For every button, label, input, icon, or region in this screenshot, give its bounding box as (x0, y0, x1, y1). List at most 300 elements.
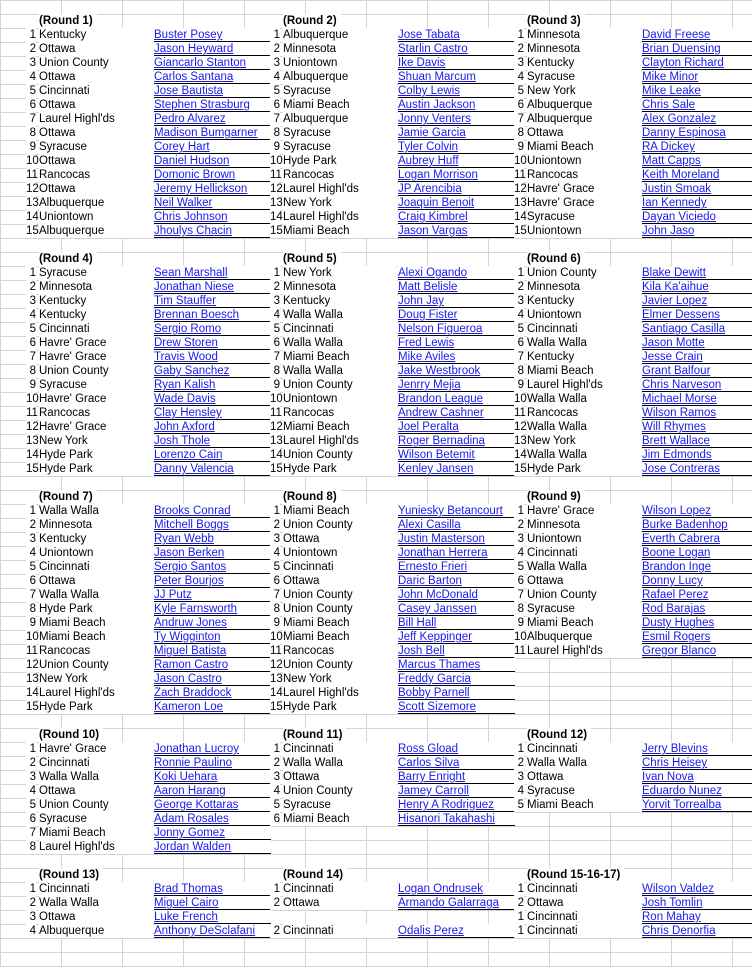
team-name: Walla Walla (39, 588, 153, 602)
team-name: Havre' Grace (527, 196, 641, 210)
player-link[interactable]: Ron Mahay (642, 910, 752, 924)
player-link[interactable]: John McDonald (398, 588, 515, 602)
pick-number: 10 (270, 155, 283, 167)
player-link[interactable]: Wade Davis (154, 392, 271, 406)
team-name: Albuquerque (283, 112, 397, 126)
pick-number: 5 (270, 84, 280, 98)
player-link[interactable]: Donny Lucy (642, 574, 752, 588)
team-name: Ottawa (39, 154, 153, 168)
team-name: Walla Walla (527, 756, 641, 770)
pick-row (270, 322, 510, 336)
player-link[interactable]: Jason Heyward (154, 42, 271, 56)
pick-number: 14 (26, 687, 39, 699)
player-link[interactable]: Ramon Castro (154, 658, 271, 672)
player-link[interactable]: Boone Logan (642, 546, 752, 560)
team-name: Minnesota (527, 28, 641, 42)
player-link[interactable]: Casey Janssen (398, 602, 515, 616)
pick-row (26, 602, 266, 616)
pick-row (270, 84, 510, 98)
player-link[interactable]: Dayan Viciedo (642, 210, 752, 224)
player-link[interactable]: Josh Thole (154, 434, 271, 448)
pick-number: 13 (26, 673, 39, 685)
team-name: Kentucky (283, 294, 397, 308)
pick-number: 2 (26, 518, 36, 532)
player-link[interactable]: Will Rhymes (642, 420, 752, 434)
pick-row (514, 560, 752, 574)
pick-number: 4 (514, 784, 524, 798)
pick-number: 4 (26, 546, 36, 560)
pick-number: 11 (26, 645, 38, 657)
pick-number: 13 (26, 197, 39, 209)
team-name: Hyde Park (39, 462, 153, 476)
pick-row (514, 742, 752, 756)
player-link[interactable]: Jonathan Lucroy (154, 742, 271, 756)
pick-number: 15 (26, 225, 39, 237)
pick-row (270, 350, 510, 364)
player-link[interactable]: Tim Stauffer (154, 294, 271, 308)
team-name: Ottawa (527, 126, 641, 140)
player-link[interactable]: Koki Uehara (154, 770, 271, 784)
player-link[interactable]: Roger Bernadina (398, 434, 515, 448)
team-name: Uniontown (283, 392, 397, 406)
player-link[interactable]: Chris Johnson (154, 210, 271, 224)
player-link[interactable]: Sean Marshall (154, 266, 271, 280)
player-link[interactable]: Brian Duensing (642, 42, 752, 56)
pick-number: 9 (514, 616, 524, 630)
round-title: (Round 8) (283, 490, 341, 504)
player-link[interactable]: Shuan Marcum (398, 70, 515, 84)
pick-row (26, 462, 266, 476)
pick-number: 13 (514, 435, 527, 447)
team-name: Hyde Park (39, 602, 153, 616)
player-link[interactable]: Andruw Jones (154, 616, 271, 630)
pick-number: 10 (26, 155, 39, 167)
player-link[interactable]: Travis Wood (154, 350, 271, 364)
team-name: Ottawa (283, 574, 397, 588)
player-link[interactable]: Ian Kennedy (642, 196, 752, 210)
player-link[interactable]: Clayton Richard (642, 56, 752, 70)
player-link[interactable]: Brett Wallace (642, 434, 752, 448)
player-link[interactable]: Daric Barton (398, 574, 515, 588)
player-link[interactable]: Chris Narveson (642, 378, 752, 392)
player-link[interactable]: Jonny Venters (398, 112, 515, 126)
player-link[interactable]: Blake Dewitt (642, 266, 752, 280)
player-link[interactable]: Chris Heisey (642, 756, 752, 770)
player-link[interactable]: Sergio Romo (154, 322, 271, 336)
pick-row (270, 56, 510, 70)
player-link[interactable]: Craig Kimbrel (398, 210, 515, 224)
player-link[interactable]: Marcus Thames (398, 658, 515, 672)
player-link[interactable]: Zach Braddock (154, 686, 271, 700)
player-link[interactable]: John Jaso (642, 224, 752, 238)
player-link[interactable]: Ernesto Frieri (398, 560, 515, 574)
player-link[interactable]: Jonathan Niese (154, 280, 271, 294)
pick-number: 10 (514, 155, 527, 167)
player-link[interactable]: Jim Edmonds (642, 448, 752, 462)
pick-number: 6 (270, 812, 280, 826)
pick-row (514, 616, 752, 630)
player-link[interactable]: Daniel Hudson (154, 154, 271, 168)
player-link[interactable]: Brennan Boesch (154, 308, 271, 322)
pick-row (270, 196, 510, 210)
player-link[interactable]: Clay Hensley (154, 406, 271, 420)
team-name: Kentucky (39, 532, 153, 546)
team-name: Rancocas (527, 406, 641, 420)
team-name: Cincinnati (39, 560, 153, 574)
player-link[interactable]: Josh Bell (398, 644, 515, 658)
player-link[interactable]: JJ Putz (154, 588, 271, 602)
team-name: Union County (283, 602, 397, 616)
player-link[interactable]: Freddy Garcia (398, 672, 515, 686)
player-link[interactable]: Wilson Betemit (398, 448, 515, 462)
player-link[interactable]: Jose Contreras (642, 462, 752, 476)
player-link[interactable]: Jason Vargas (398, 224, 515, 238)
pick-number: 13 (270, 673, 283, 685)
pick-row (26, 504, 266, 518)
player-link[interactable]: Neil Walker (154, 196, 271, 210)
team-name: Syracuse (527, 70, 641, 84)
pick-row (270, 560, 510, 574)
player-link[interactable]: Ryan Kalish (154, 378, 271, 392)
pick-number: 6 (514, 336, 524, 350)
player-link[interactable]: Ryan Webb (154, 532, 271, 546)
pick-row (26, 518, 266, 532)
player-link[interactable]: Nelson Figueroa (398, 322, 515, 336)
team-name: Havre' Grace (527, 182, 641, 196)
team-name: Syracuse (283, 798, 397, 812)
team-name: Miami Beach (283, 98, 397, 112)
team-name: Albuquerque (39, 224, 153, 238)
team-name: Walla Walla (39, 896, 153, 910)
pick-number: 3 (270, 56, 280, 70)
player-link[interactable]: Burke Badenhop (642, 518, 752, 532)
player-link[interactable]: John Axford (154, 420, 271, 434)
player-link[interactable]: Alex Gonzalez (642, 112, 752, 126)
player-link[interactable]: Miguel Cairo (154, 896, 271, 910)
player-link[interactable]: Hisanori Takahashi (398, 812, 515, 826)
player-link[interactable]: Barry Enright (398, 770, 515, 784)
team-name: Syracuse (39, 812, 153, 826)
pick-row (270, 924, 510, 938)
team-name: Walla Walla (527, 420, 641, 434)
player-link[interactable]: Brandon League (398, 392, 515, 406)
player-link[interactable]: Eduardo Nunez (642, 784, 752, 798)
player-link[interactable]: Joaquin Benoit (398, 196, 515, 210)
pick-row (270, 112, 510, 126)
player-link[interactable]: Wilson Valdez (642, 882, 752, 896)
team-name: Union County (283, 784, 397, 798)
team-name: Cincinnati (283, 742, 397, 756)
team-name: Syracuse (527, 602, 641, 616)
pick-number: 1 (26, 266, 36, 280)
player-link[interactable]: Justin Masterson (398, 532, 515, 546)
pick-row (26, 770, 266, 784)
pick-number: 3 (514, 532, 524, 546)
pick-row (270, 70, 510, 84)
player-link[interactable]: JP Arencibia (398, 182, 515, 196)
player-link[interactable]: Fred Lewis (398, 336, 515, 350)
pick-row (514, 98, 752, 112)
player-link[interactable]: Jhoulys Chacin (154, 224, 271, 238)
player-link[interactable]: Jerry Blevins (642, 742, 752, 756)
team-name: Uniontown (39, 546, 153, 560)
player-link[interactable]: Kenley Jansen (398, 462, 515, 476)
player-link[interactable]: Joel Peralta (398, 420, 515, 434)
team-name: New York (283, 196, 397, 210)
player-link[interactable]: Henry A Rodriguez (398, 798, 515, 812)
pick-number: 1 (514, 266, 524, 280)
pick-row (26, 350, 266, 364)
player-link[interactable]: Austin Jackson (398, 98, 515, 112)
player-link[interactable]: Jose Bautista (154, 84, 271, 98)
pick-row (514, 84, 752, 98)
player-link[interactable]: Logan Morrison (398, 168, 515, 182)
team-name: Havre' Grace (39, 336, 153, 350)
player-link[interactable]: Santiago Casilla (642, 322, 752, 336)
player-link[interactable]: Miguel Batista (154, 644, 271, 658)
pick-number: 5 (514, 560, 524, 574)
pick-row (270, 266, 510, 280)
player-link[interactable]: Grant Balfour (642, 364, 752, 378)
team-name: Miami Beach (283, 504, 397, 518)
player-link[interactable]: Ty Wigginton (154, 630, 271, 644)
team-name: Uniontown (39, 210, 153, 224)
team-name: Syracuse (39, 266, 153, 280)
player-link[interactable]: Keith Moreland (642, 168, 752, 182)
player-link[interactable]: Jake Westbrook (398, 364, 515, 378)
player-link[interactable]: Carlos Santana (154, 70, 271, 84)
pick-row (26, 182, 266, 196)
player-link[interactable]: Aaron Harang (154, 784, 271, 798)
player-link[interactable]: Everth Cabrera (642, 532, 752, 546)
team-name: Albuquerque (527, 630, 641, 644)
player-link[interactable]: Rafael Perez (642, 588, 752, 602)
player-link[interactable]: Mitchell Boggs (154, 518, 271, 532)
player-link[interactable]: Dusty Hughes (642, 616, 752, 630)
player-link[interactable]: Jamie Garcia (398, 126, 515, 140)
player-link[interactable]: Danny Valencia (154, 462, 271, 476)
player-link[interactable]: Rod Barajas (642, 602, 752, 616)
player-link[interactable]: Madison Bumgarner (154, 126, 271, 140)
pick-number: 4 (514, 308, 524, 322)
team-name: Union County (39, 798, 153, 812)
player-link[interactable]: Kameron Loe (154, 700, 271, 714)
team-name: Rancocas (283, 644, 397, 658)
pick-row (514, 126, 752, 140)
player-link[interactable]: Bill Hall (398, 616, 515, 630)
team-name: Ottawa (283, 770, 397, 784)
player-link[interactable]: Jonathan Herrera (398, 546, 515, 560)
pick-number: 12 (270, 659, 283, 671)
pick-number: 1 (514, 504, 524, 518)
round-title: (Round 9) (527, 490, 585, 504)
player-link[interactable]: Adam Rosales (154, 812, 271, 826)
team-name: Uniontown (527, 308, 641, 322)
pick-number: 5 (270, 560, 280, 574)
pick-number: 8 (26, 602, 36, 616)
player-link[interactable]: Drew Storen (154, 336, 271, 350)
pick-number: 15 (270, 463, 283, 475)
player-link[interactable]: Brad Thomas (154, 882, 271, 896)
team-name: Cincinnati (527, 910, 641, 924)
player-link[interactable]: Danny Espinosa (642, 126, 752, 140)
player-link[interactable]: Jeremy Hellickson (154, 182, 271, 196)
player-link[interactable]: Jonny Gomez (154, 826, 271, 840)
pick-row (26, 658, 266, 672)
player-link[interactable]: Kila Ka'aihue (642, 280, 752, 294)
player-link[interactable]: Yuniesky Betancourt (398, 504, 515, 518)
team-name: Kentucky (527, 294, 641, 308)
player-link[interactable]: Luke French (154, 910, 271, 924)
player-link[interactable]: Pedro Alvarez (154, 112, 271, 126)
player-link[interactable]: Brandon Inge (642, 560, 752, 574)
player-link[interactable]: Ike Davis (398, 56, 515, 70)
player-link[interactable]: Peter Bourjos (154, 574, 271, 588)
player-link[interactable]: Stephen Strasburg (154, 98, 271, 112)
pick-row (514, 406, 752, 420)
pick-number: 9 (270, 140, 280, 154)
player-link[interactable]: Mike Minor (642, 70, 752, 84)
player-link[interactable]: Ivan Nova (642, 770, 752, 784)
player-link[interactable]: Gaby Sanchez (154, 364, 271, 378)
pick-number: 14 (270, 211, 283, 223)
player-link[interactable]: Jason Motte (642, 336, 752, 350)
pick-number: 6 (26, 336, 36, 350)
team-name: Miami Beach (39, 616, 153, 630)
team-name: Havre' Grace (39, 420, 153, 434)
team-name: Ottawa (527, 896, 641, 910)
pick-number: 3 (514, 770, 524, 784)
player-link[interactable]: Jason Castro (154, 672, 271, 686)
pick-row (270, 168, 510, 182)
player-link[interactable]: Matt Belisle (398, 280, 515, 294)
player-link[interactable]: Aubrey Huff (398, 154, 515, 168)
player-link[interactable]: Chris Denorfia (642, 924, 752, 938)
pick-number: 6 (26, 98, 36, 112)
player-link[interactable]: Jason Berken (154, 546, 271, 560)
round-title: (Round 2) (283, 14, 341, 28)
player-link[interactable]: Michael Morse (642, 392, 752, 406)
pick-row (514, 882, 752, 896)
player-link[interactable]: Gregor Blanco (642, 644, 752, 658)
team-name: Union County (283, 588, 397, 602)
player-link[interactable]: Bobby Parnell (398, 686, 515, 700)
pick-row (26, 308, 266, 322)
pick-number: 3 (270, 770, 280, 784)
pick-row (270, 518, 510, 532)
pick-number: 1 (26, 28, 36, 42)
pick-row (514, 644, 752, 658)
pick-number: 9 (514, 378, 524, 392)
pick-number: 2 (514, 896, 524, 910)
player-link[interactable]: Odalis Perez (398, 924, 515, 938)
player-link[interactable]: Wilson Lopez (642, 504, 752, 518)
team-name: Uniontown (283, 546, 397, 560)
player-link[interactable]: Esmil Rogers (642, 630, 752, 644)
player-link[interactable]: Chris Sale (642, 98, 752, 112)
player-link[interactable]: Mike Aviles (398, 350, 515, 364)
player-link[interactable]: Jordan Walden (154, 840, 271, 854)
player-link[interactable]: Colby Lewis (398, 84, 515, 98)
player-link[interactable]: Yorvit Torrealba (642, 798, 752, 812)
player-link[interactable]: Jeff Keppinger (398, 630, 515, 644)
player-link[interactable]: Mike Leake (642, 84, 752, 98)
player-link[interactable]: Starlin Castro (398, 42, 515, 56)
pick-number: 2 (270, 756, 280, 770)
player-link[interactable]: Alexi Ogando (398, 266, 515, 280)
pick-row (270, 882, 510, 896)
pick-number: 5 (270, 322, 280, 336)
round-title: (Round 10) (39, 728, 103, 742)
player-link[interactable]: Jamey Carroll (398, 784, 515, 798)
player-link[interactable]: Buster Posey (154, 28, 271, 42)
pick-number: 14 (270, 449, 283, 461)
team-name: Havre' Grace (39, 350, 153, 364)
player-link[interactable]: Tyler Colvin (398, 140, 515, 154)
player-link[interactable]: Armando Galarraga (398, 896, 515, 910)
pick-number: 3 (26, 294, 36, 308)
player-link[interactable]: Scott Sizemore (398, 700, 515, 714)
team-name: Minnesota (283, 280, 397, 294)
team-name: Kentucky (527, 350, 641, 364)
player-link[interactable]: John Jay (398, 294, 515, 308)
player-link[interactable]: Josh Tomlin (642, 896, 752, 910)
player-link[interactable]: George Kottaras (154, 798, 271, 812)
pick-number: 4 (270, 308, 280, 322)
player-link[interactable]: Justin Smoak (642, 182, 752, 196)
player-link[interactable]: Ronnie Paulino (154, 756, 271, 770)
player-link[interactable]: Anthony DeSclafani (154, 924, 271, 938)
pick-row (270, 546, 510, 560)
player-link[interactable]: Lorenzo Cain (154, 448, 271, 462)
player-link[interactable]: Jesse Crain (642, 350, 752, 364)
player-link[interactable]: Doug Fister (398, 308, 515, 322)
pick-number: 7 (514, 588, 524, 602)
player-link[interactable]: Sergio Santos (154, 560, 271, 574)
pick-row (270, 308, 510, 322)
player-link[interactable]: Logan Ondrusek (398, 882, 515, 896)
team-name: Cincinnati (283, 560, 397, 574)
team-name: Ottawa (527, 770, 641, 784)
player-link[interactable]: David Freese (642, 28, 752, 42)
player-link[interactable]: Corey Hart (154, 140, 271, 154)
player-link[interactable]: Javier Lopez (642, 294, 752, 308)
player-link[interactable]: Domonic Brown (154, 168, 271, 182)
pick-row (26, 56, 266, 70)
player-link[interactable]: Ross Gload (398, 742, 515, 756)
team-name: Cincinnati (39, 882, 153, 896)
player-link[interactable]: Matt Capps (642, 154, 752, 168)
player-link[interactable]: Kyle Farnsworth (154, 602, 271, 616)
pick-number: 2 (26, 896, 36, 910)
pick-row (26, 98, 266, 112)
pick-number: 12 (26, 659, 39, 671)
player-link[interactable]: Carlos Silva (398, 756, 515, 770)
player-link[interactable]: Brooks Conrad (154, 504, 271, 518)
player-link[interactable]: Elmer Dessens (642, 308, 752, 322)
player-link[interactable]: Wilson Ramos (642, 406, 752, 420)
pick-row (270, 420, 510, 434)
pick-row (270, 462, 510, 476)
player-link[interactable]: RA Dickey (642, 140, 752, 154)
pick-row (26, 70, 266, 84)
player-link[interactable]: Giancarlo Stanton (154, 56, 271, 70)
player-link[interactable]: Andrew Cashner (398, 406, 515, 420)
team-name: New York (283, 266, 397, 280)
player-link[interactable]: Alexi Casilla (398, 518, 515, 532)
player-link[interactable]: Jose Tabata (398, 28, 515, 42)
player-link[interactable]: Jenrry Mejia (398, 378, 515, 392)
